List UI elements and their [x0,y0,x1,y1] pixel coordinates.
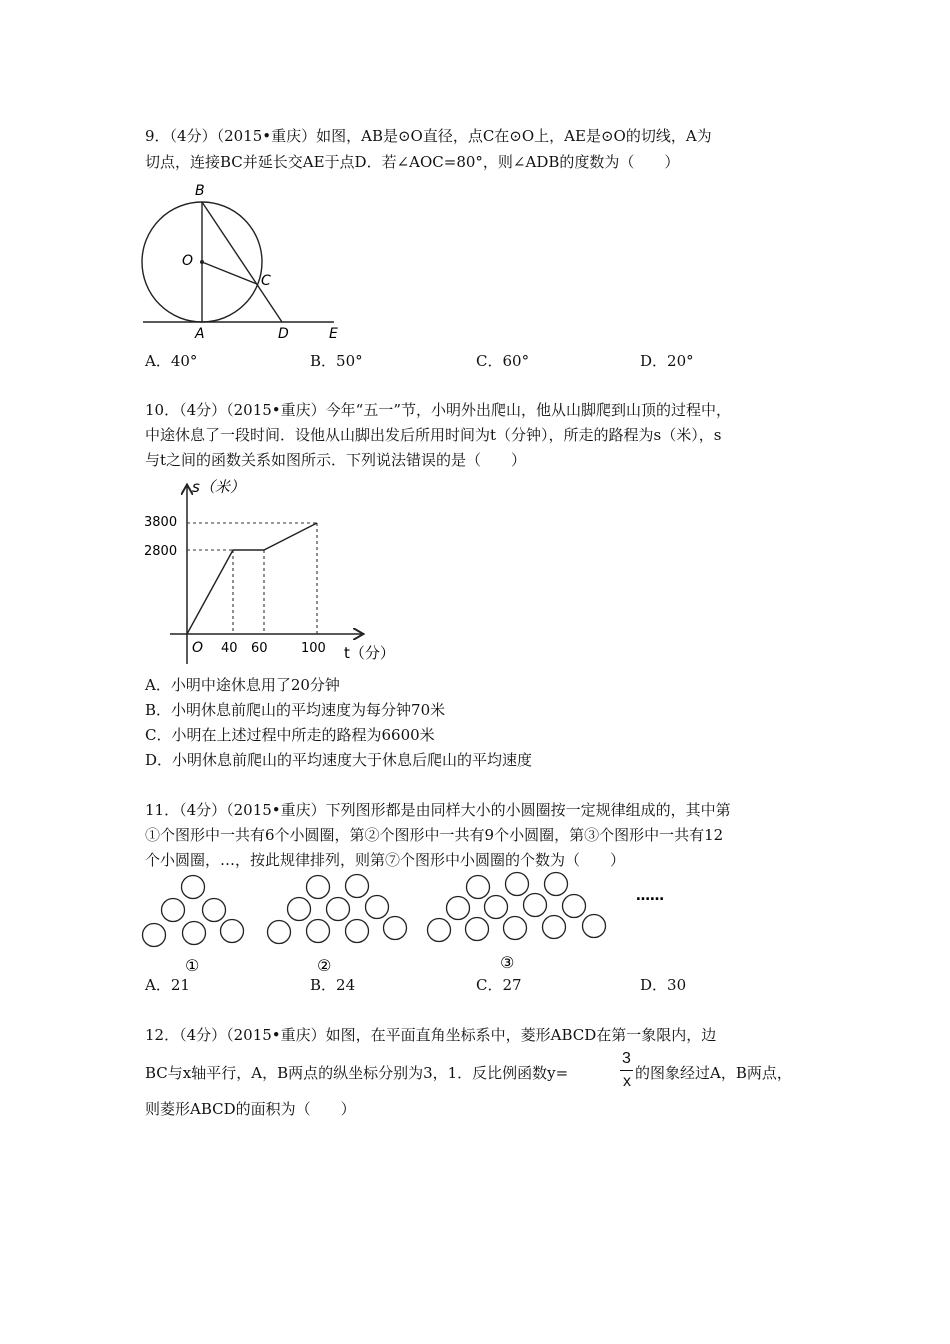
q10-option-a: A．小明中途休息用了20分钟 [145,676,340,694]
figure-label-1: ① [185,956,200,975]
fraction-numerator: 3 [622,1050,631,1067]
pattern-figure-2 [268,875,407,944]
label-b: B [195,183,205,199]
q11-text-line-2: ①个图形中一共有6个小圆圈，第②个图形中一共有9个小圆圈，第③个图形中一共有12 [145,826,724,844]
x-tick-100: 100 [301,641,326,656]
q9-option-a: A．40° [145,352,198,370]
q12-text-line-1: 12．（4分）（2015•重庆）如图，在平面直角坐标系中，菱形ABCD在第一象限内，边 [145,1026,717,1044]
q9-option-c: C．60° [476,352,530,370]
pattern-figure-3 [428,873,606,942]
q9-circle-figure [138,178,353,343]
q9-option-d: D．20° [640,352,694,370]
fraction-bar [620,1070,633,1071]
distance-polyline [187,523,317,634]
guide-lines [187,523,317,634]
q11-text-line-3: 个小圆圈，…，按此规律排列，则第⑦个图形中小圆圈的个数为（ ） [145,851,626,869]
label-e: E [329,326,338,342]
origin-label: O [192,640,204,656]
label-o: O [182,253,194,269]
q11-option-b: B．24 [310,976,356,994]
y-axis-label: s（米） [192,478,245,496]
q9-option-b: B．50° [310,352,363,370]
figure-label-2: ② [317,956,332,975]
segment-bd [202,202,282,322]
q10-text-line-3: 与t之间的函数关系如图所示．下列说法错误的是（ ） [145,451,527,469]
ellipsis-dots: …… [636,888,664,904]
label-d: D [278,326,289,342]
q10-option-c: C．小明在上述过程中所走的路程为6600米 [145,726,435,744]
x-axis-label: t（分） [344,644,395,662]
q12-text-line-3: 则菱形ABCD的面积为（ ） [145,1100,356,1118]
label-a: A [195,326,205,342]
q11-text-line-1: 11．（4分）（2015•重庆）下列图形都是由同样大小的小圆圈按一定规律组成的，其中第 [145,801,731,819]
fraction-denominator: x [623,1073,631,1090]
y-tick-2800: 2800 [144,544,178,559]
y-tick-3800: 3800 [144,515,178,530]
center-point [200,260,204,264]
q11-option-a: A．21 [145,976,190,994]
q9-text-line-2: 切点，连接BC并延长交AE于点D．若∠AOC=80°，则∠ADB的度数为（ ） [145,153,680,171]
q10-text-line-2: 中途休息了一段时间．设他从山脚出发后所用时间为t（分钟），所走的路程为s（米），s [145,426,722,444]
x-tick-60: 60 [251,641,268,656]
q10-option-d: D．小明休息前爬山的平均速度大于休息后爬山的平均速度 [145,751,533,769]
q12-text-line-2-post: 的图象经过A，B两点， [635,1064,792,1082]
q11-option-c: C．27 [476,976,522,994]
q10-option-b: B．小明休息前爬山的平均速度为每分钟70米 [145,701,446,719]
q10-text-line-1: 10．（4分）（2015•重庆）今年“五一”节，小明外出爬山，他从山脚爬到山顶的过程中， [145,401,731,419]
figure-label-3: ③ [500,953,515,972]
q11-circle-pattern-figure [138,868,683,980]
q10-distance-time-graph [140,476,405,671]
q9-text-line-1: 9．（4分）（2015•重庆）如图，AB是⊙O直径，点C在⊙O上，AE是⊙O的切线，A为 [145,127,712,145]
pattern-figure-1 [143,876,244,947]
q11-option-d: D．30 [640,976,687,994]
label-c: C [261,273,271,289]
q12-text-line-2-pre: BC与x轴平行，A，B两点的纵坐标分别为3，1．反比例函数y= [145,1064,569,1082]
x-tick-40: 40 [221,641,238,656]
